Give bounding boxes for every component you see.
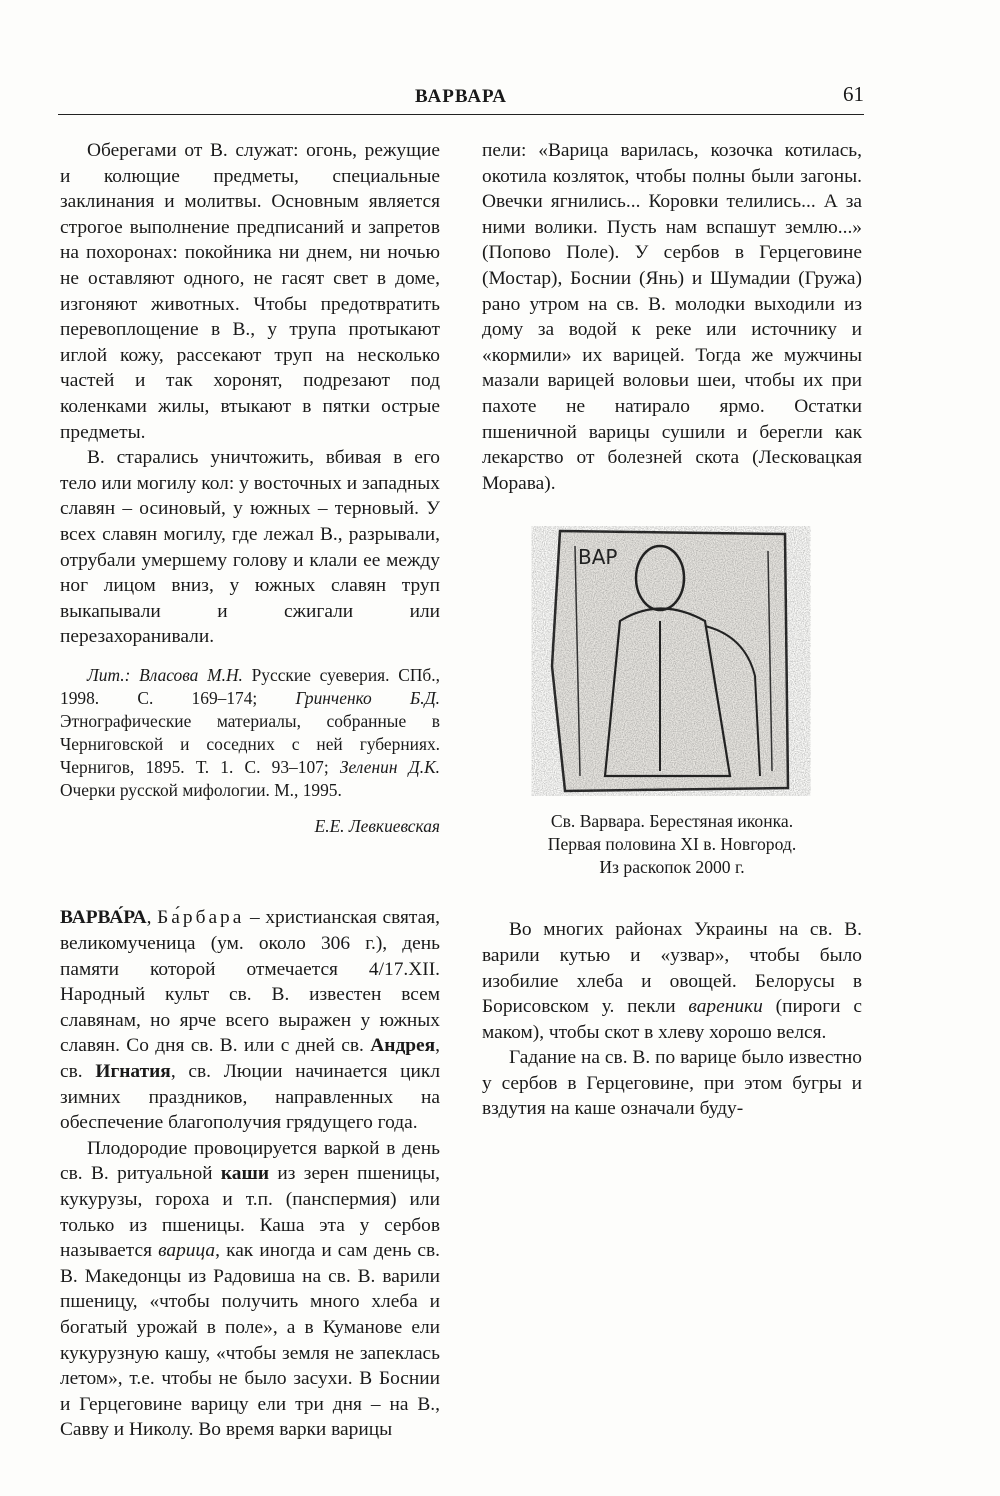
paragraph-text: , как иногда и сам день св. В. Македонцы из Радовиша на св. В. варили пшеницу, «чтобы получить много хлеба и богатый урожай в поле», а в Куманове ели кукурузную кашу, «чтобы земля не запеклась летом», т.е. чтобы не было засухи. В Боснии и Герцеговине варицу ели три дня – на В., Савву и Николу. Во время варки варицы: [60, 1240, 440, 1441]
entry-paragraph: [60, 905, 440, 1135]
cross-reference: Игнатия: [95, 1061, 171, 1083]
cross-reference: каши: [220, 1163, 270, 1185]
paragraph-text: Плодородие провоцируется варкой в день св. В. ритуальной: [60, 1137, 440, 1185]
separator: ,: [146, 907, 158, 929]
icon-inscription: ВАР: [578, 545, 618, 570]
running-title: ВАРВАРА: [415, 86, 507, 107]
figure-caption: [482, 810, 862, 879]
paragraph: Оберегами от В. служат: огонь, режущие и колющие предметы, специальные заклинания и молитвы. Основным является строгое выполнение предписаний и запретов на похоронах: покойника ни днем, ни ночью не оставляют одного, не гасят свет в доме, изгоняют животных. Чтобы предотвратить перевоплощение в В., у трупа протыкают иглой кожу, рассекают труп на несколько частей и так хоронят, подрезают под коленками жилы, втыкают в пятки острые предметы.: [60, 140, 440, 443]
article-author: Е.Е. Левкиевская: [314, 815, 440, 836]
headword: ВАРВА́РА: [60, 907, 147, 929]
lit-text: Этнографические материалы, собранные в Черниговской и соседних с ней губерниях. Чернигов, 1895. Т. 1. С. 93–107;: [60, 710, 440, 777]
lit-text: Русские суеверия. СПб., 1998. С. 169–174;: [60, 664, 440, 708]
italic-term: вареники: [688, 996, 763, 1018]
page-number: 61: [843, 82, 864, 106]
lit-author: Зеленин Д.К.: [339, 756, 440, 777]
paragraph-text: Во многих районах Украины на св. В. варили кутью и «узвар», чтобы было изобилие хлеба и овощей. Белорусы в Борисовском у. пекли: [482, 919, 862, 1018]
paragraph: [60, 1136, 440, 1443]
italic-term: варица: [158, 1240, 216, 1262]
running-head: [58, 78, 864, 115]
lit-author: Гринченко Б.Д.: [295, 687, 440, 708]
lit-text: Очерки русской мифологии. М., 1995.: [60, 779, 342, 800]
icon-drawing: [520, 526, 820, 796]
literature: [60, 664, 440, 802]
paragraph: Гадание на св. В. по варице было известно у сербов в Герцеговине, при этом бугры и вздутия на каше означали буду-: [482, 1047, 862, 1120]
entry-text: , св.: [60, 1035, 440, 1083]
lit-label: Лит.:: [87, 664, 131, 685]
caption-line: Из раскопок 2000 г.: [599, 857, 745, 878]
headword-variant: Ба́рбара: [157, 907, 245, 929]
birch-bark-icon-figure: [520, 526, 820, 796]
caption-line: Первая половина XI в. Новгород.: [547, 834, 797, 855]
paragraph-text: (пироги с маком), чтобы скот в хлеву хорошо велся.: [482, 996, 862, 1043]
paragraph: В. старались уничтожить, вбивая в его тело или могилу кол: у восточных и западных славян – осиновый, у южных – терновый. У всех славян могилу, где лежал В., разрывали, отрубали умершему голову и клали ее между ног лицом вниз, у южных славян труп выкапывали и сжигали или перезахоранивали.: [60, 447, 440, 648]
lit-author: Власова М.Н.: [139, 664, 243, 685]
bark-texture: [555, 532, 787, 790]
entry-text: – христианская святая, великомученица (ум. около 306 г.), день памяти которой отмечается 4/17.XII. Народный культ св. В. известен всем славянам, но ярче всего выражен у южных славян. Со дня св. В. или с дней св.: [60, 907, 440, 1057]
caption-line: Св. Варвара. Берестяная иконка.: [550, 811, 794, 832]
cross-reference: Андрея: [370, 1035, 436, 1057]
paragraph-text: из зерен пшеницы, кукурузы, гороха и т.п. (панспермия) или только из пшеницы. Каша эта у сербов называется: [60, 1163, 440, 1262]
entry-text: , св. Люции начинается цикл зимних праздников, направленных на обеспечение благополучия грядущего года.: [60, 1061, 440, 1134]
right-column: [482, 138, 862, 1122]
paragraph: пели: «Варица варилась, козочка котилась, окотила козляток, чтобы полны были загоны. Овечки ягнились... Коровки телились... А за ними волики. Пусть нам вспашут землю...» (Попово Поле). У сербов в Герцеговине (Мостар), Боснии (Янь) и Шумадии (Гружа) рано утром на св. В. молодки выходили из дому за водой к реке или источнику и «кормили» их варицей. Тогда же мужчины мазали варицей воловьи шеи, чтобы их при пахоте не натирало ярмо. Остатки пшеничной варицы сушили и берегли как лекарство от болезней скота (Лесковацкая Морава).: [482, 140, 862, 494]
paragraph: [482, 917, 862, 1045]
left-column: [60, 138, 440, 1443]
